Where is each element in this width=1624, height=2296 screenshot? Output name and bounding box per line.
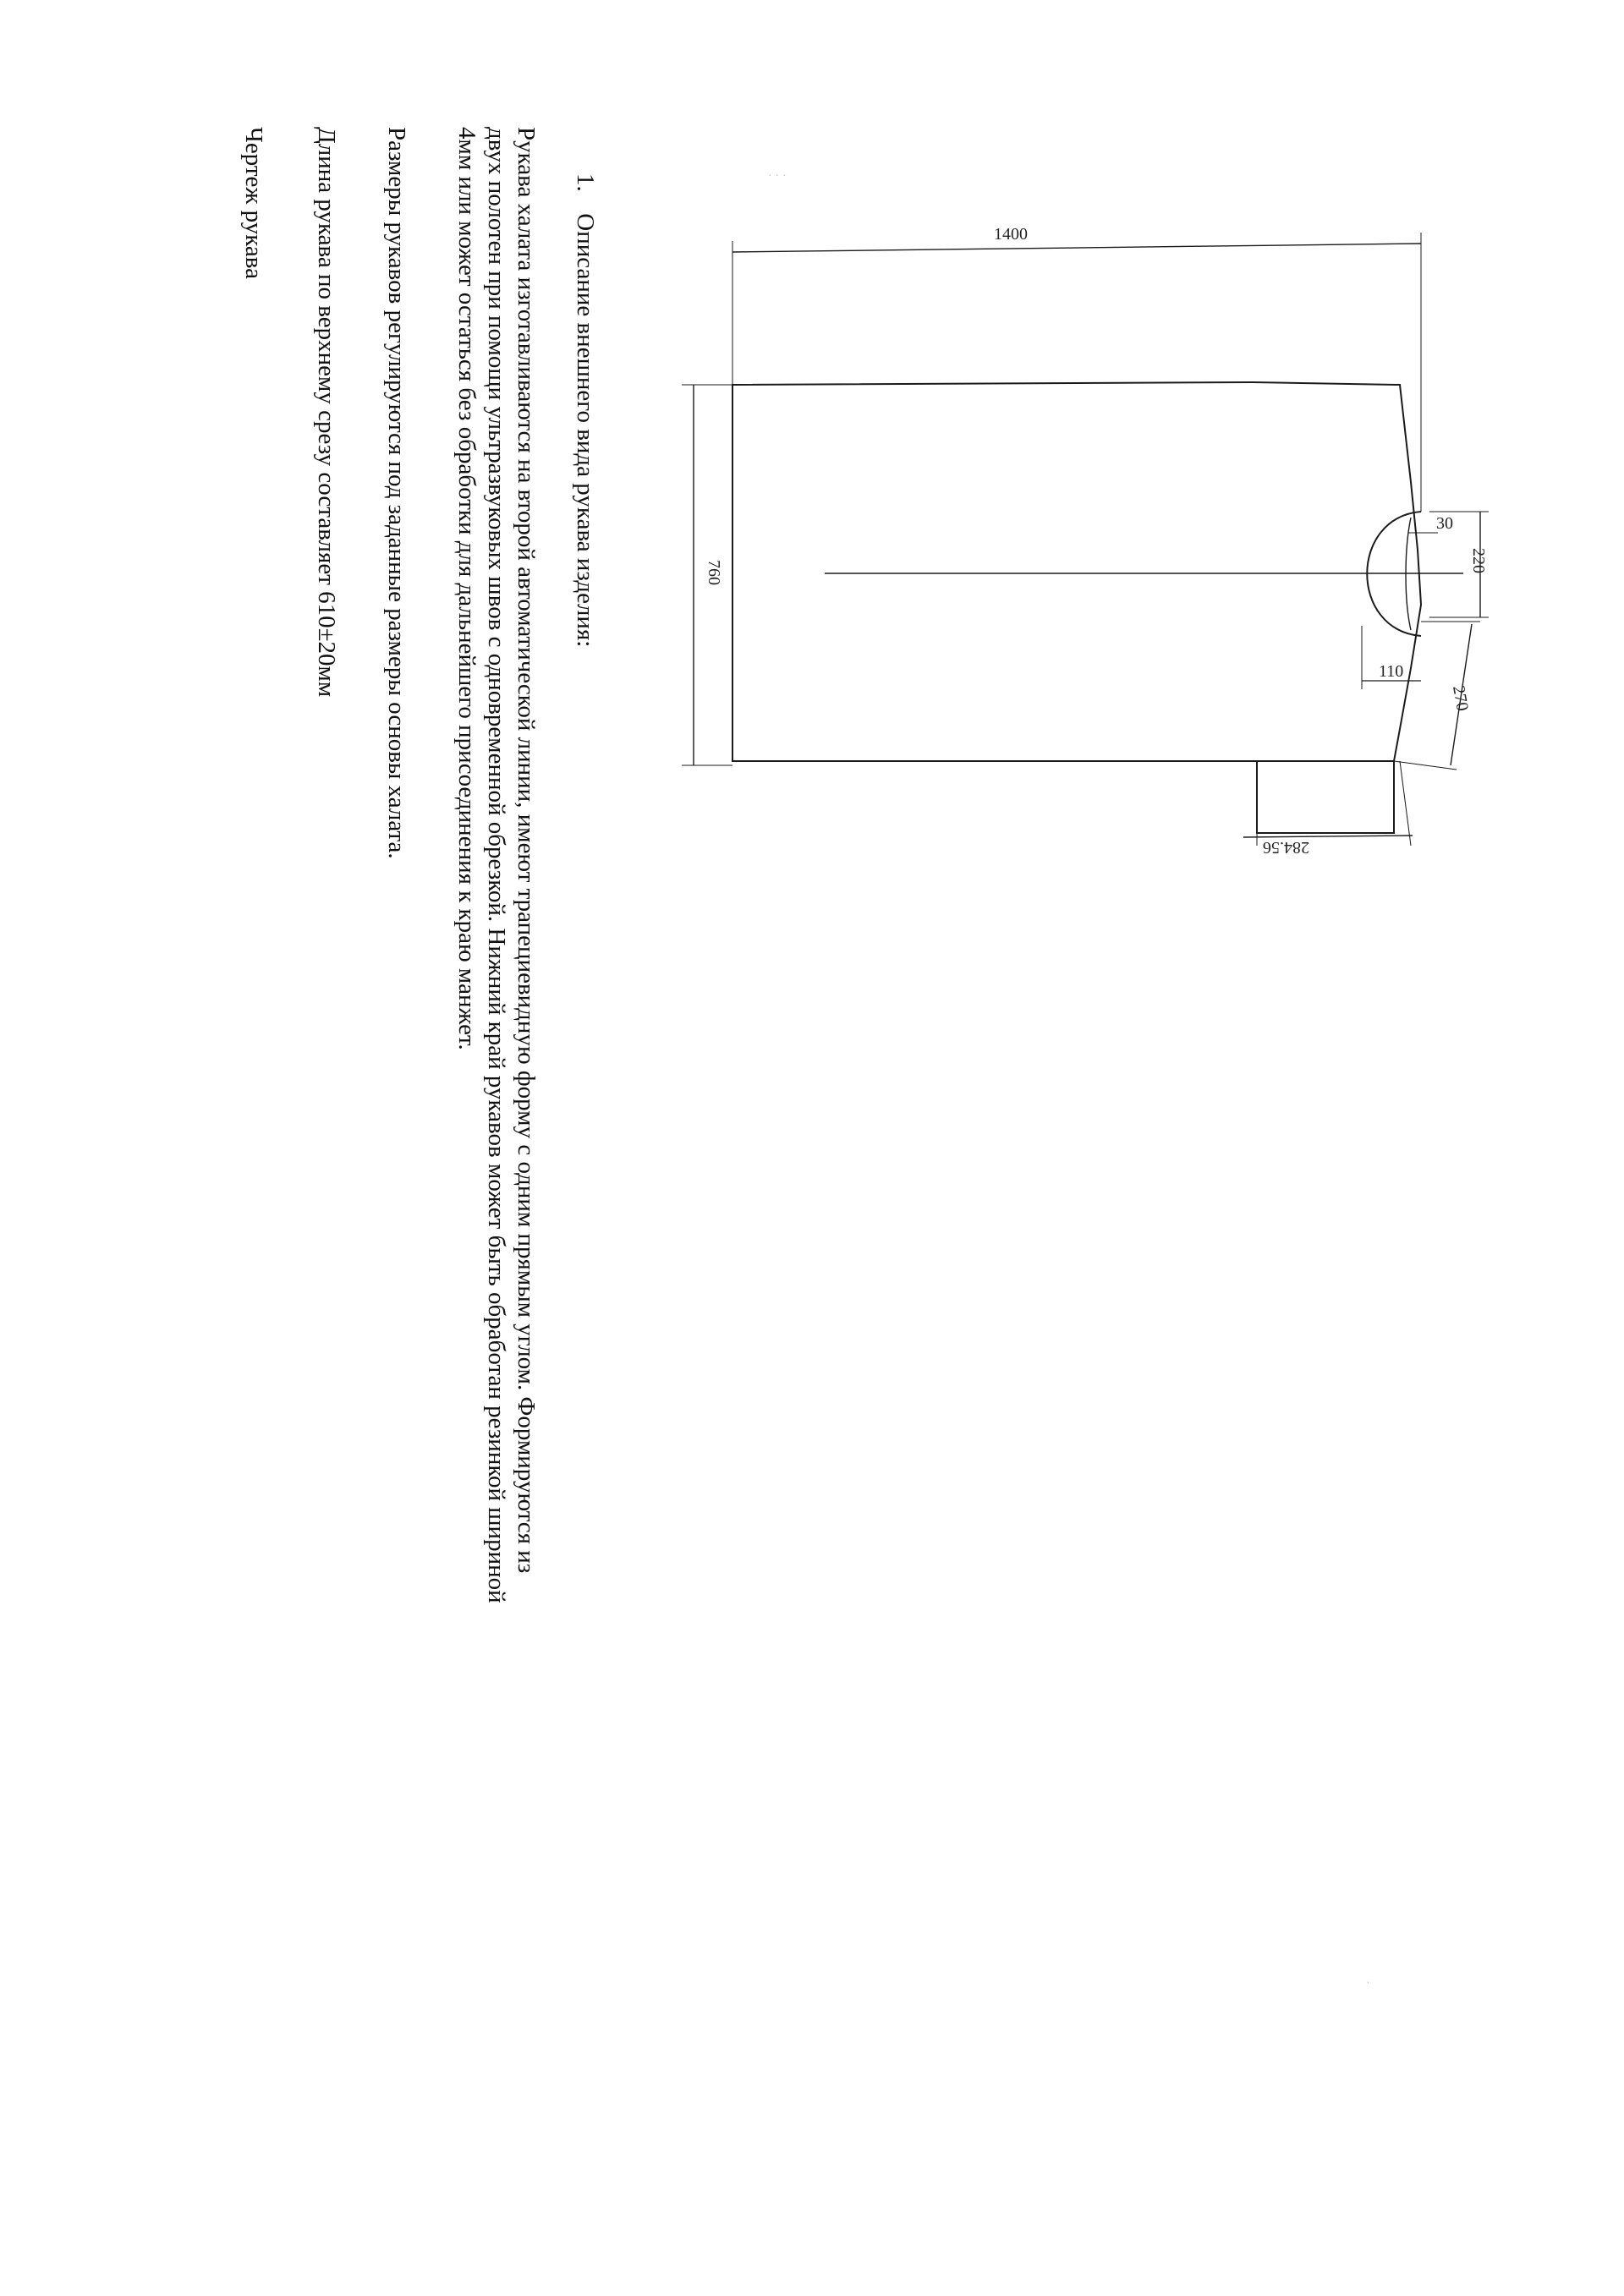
section-heading xyxy=(570,173,601,647)
section-heading-text: Описание внешнего вида рукава изделия: xyxy=(572,213,599,648)
dim-label-110: 110 xyxy=(1379,662,1404,681)
dim-line-1400 xyxy=(732,244,1421,252)
length-note: Длина рукава по верхнему срезу составляет 610±20мм xyxy=(313,127,340,698)
document-text xyxy=(0,127,609,2241)
dim-label-1400: 1400 xyxy=(994,225,1028,244)
section-number: 1. xyxy=(572,173,599,192)
scan-artifact: · · · xyxy=(768,167,787,181)
dim-label-220: 220 xyxy=(1469,548,1488,573)
drawing-caption: Чертеж рукава xyxy=(240,127,267,279)
dim-line-284 xyxy=(1243,836,1413,837)
paragraph-line: Рукава халата изготавливаются на второй автоматической линии, имеют трапециевидную форму с одним прямым углом. Формируются из xyxy=(513,127,540,1574)
dim-label-270: 270 xyxy=(1449,684,1472,713)
dim-label-30: 30 xyxy=(1436,514,1453,533)
dim-label-284: 284.56 xyxy=(1263,838,1309,857)
paragraph-line: 4мм или может остаться без обработки для дальнейшего присоединения к краю манжет. xyxy=(453,127,480,1050)
paragraph-line: двух полотен при помощи ультразвуковых швов с одновременной обрезкой. Нижний край рукавов может быть обработан резинкой шириной xyxy=(483,127,510,1603)
sleeve-tab xyxy=(1257,761,1394,833)
scan-artifact: · xyxy=(1366,1975,1370,1988)
sizes-note: Размеры рукавов регулируются под заданные размеры основы халата. xyxy=(383,127,410,859)
sleeve-outline xyxy=(732,382,1421,761)
dim-label-760: 760 xyxy=(705,560,723,585)
